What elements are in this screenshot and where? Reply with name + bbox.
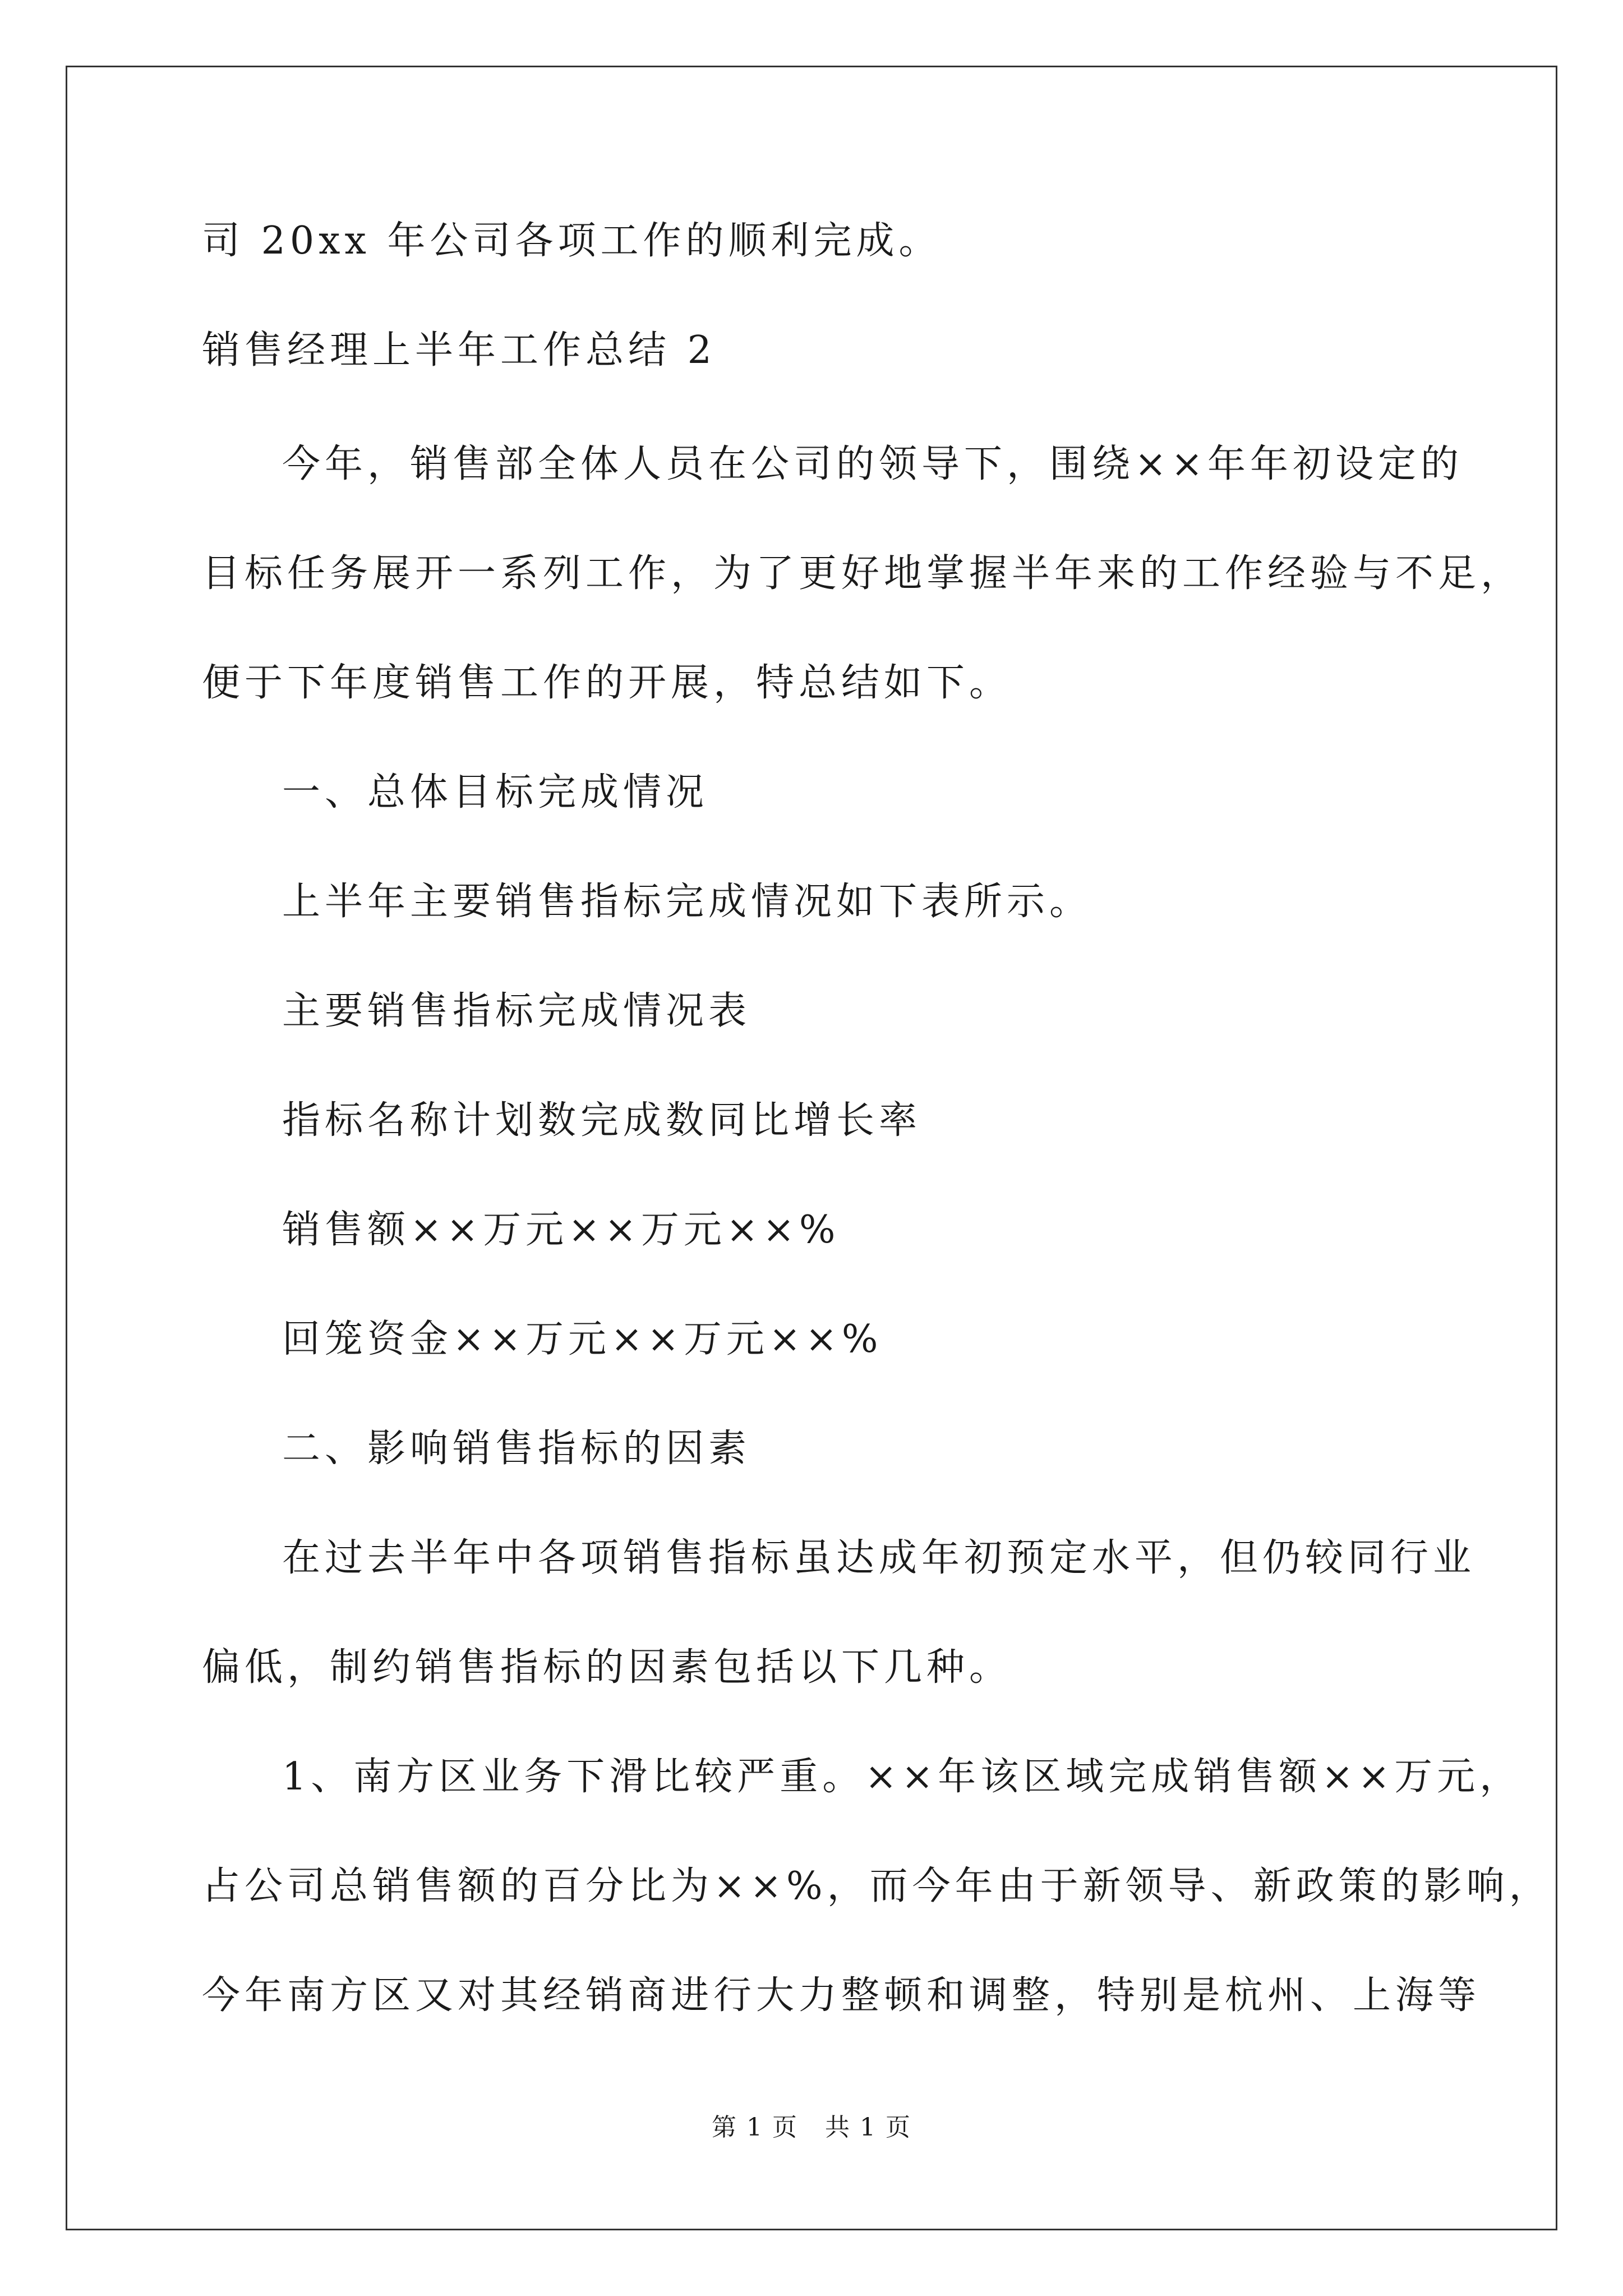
paragraph-south-line-2: 占公司总销售额的百分比为××%，而今年由于新领导、新政策的影响， bbox=[202, 1864, 1552, 1908]
paragraph-factors-line-1: 在过去半年中各项销售指标虽达成年初预定水平，但仍较同行业 bbox=[282, 1536, 1476, 1580]
text-line-continuation: 司 20xx 年公司各项工作的顺利完成。 bbox=[202, 219, 942, 263]
paragraph-intro-line-3: 便于下年度销售工作的开展，特总结如下。 bbox=[202, 661, 1012, 705]
paragraph-south-line-1: 1、南方区业务下滑比较严重。××年该区域完成销售额××万元， bbox=[282, 1755, 1523, 1799]
paragraph-south-line-3: 今年南方区又对其经销商进行大力整顿和调整，特别是杭州、上海等 bbox=[202, 1973, 1481, 2018]
table-intro-text: 上半年主要销售指标完成情况如下表所示。 bbox=[282, 880, 1092, 924]
table-row-sales: 销售额××万元××万元××% bbox=[282, 1208, 840, 1252]
table-title: 主要销售指标完成情况表 bbox=[282, 989, 751, 1033]
table-header-row: 指标名称计划数完成数同比增长率 bbox=[282, 1098, 922, 1143]
paragraph-factors-line-2: 偏低，制约销售指标的因素包括以下几种。 bbox=[202, 1645, 1012, 1690]
page-number-total: 共 1 页 bbox=[825, 2113, 911, 2142]
page-footer bbox=[0, 2112, 1623, 2143]
heading-influencing-factors: 二、影响销售指标的因素 bbox=[282, 1427, 751, 1471]
section-title: 销售经理上半年工作总结 2 bbox=[202, 328, 716, 372]
paragraph-intro-line-1: 今年，销售部全体人员在公司的领导下，围绕××年年初设定的 bbox=[282, 442, 1463, 486]
page-number-current: 第 1 页 bbox=[712, 2113, 798, 2142]
paragraph-intro-line-2: 目标任务展开一系列工作，为了更好地掌握半年来的工作经验与不足， bbox=[202, 551, 1524, 596]
table-row-collections: 回笼资金××万元××万元××% bbox=[282, 1317, 883, 1361]
heading-overall-goals: 一、总体目标完成情况 bbox=[282, 770, 709, 815]
